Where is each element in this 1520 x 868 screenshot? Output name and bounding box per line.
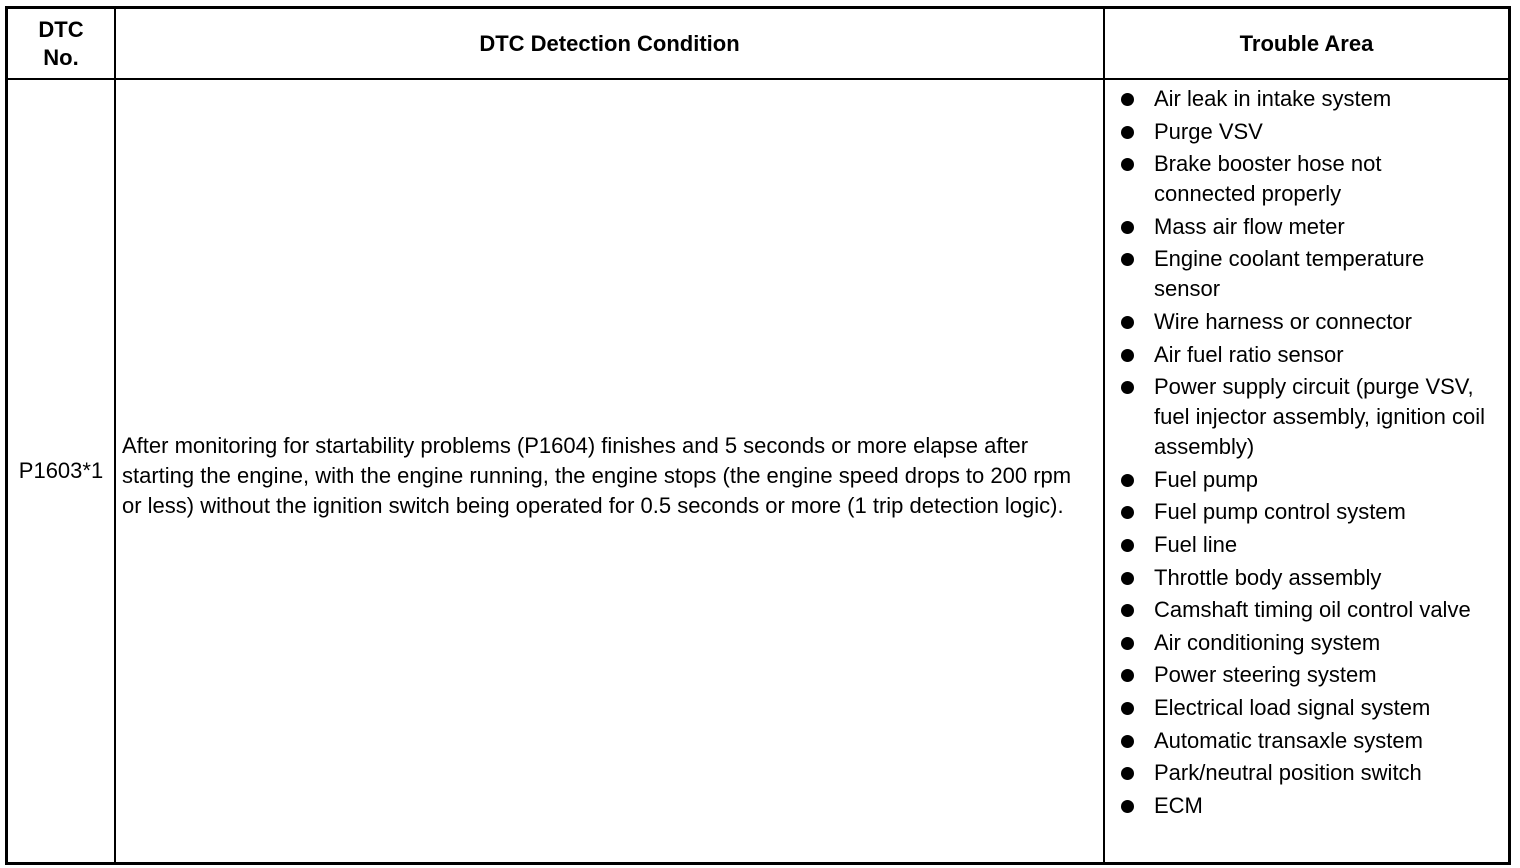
trouble-area-label: Mass air flow meter — [1154, 213, 1345, 239]
trouble-area-item — [1118, 465, 1488, 495]
trouble-area-item — [1118, 628, 1488, 658]
trouble-area-item — [1118, 726, 1488, 756]
trouble-area-label: Brake booster hose not connected properly — [1154, 151, 1382, 207]
trouble-area-item — [1118, 372, 1488, 462]
trouble-area-label: Throttle body assembly — [1154, 564, 1382, 590]
trouble-area-item — [1118, 693, 1488, 723]
trouble-area-label: Air leak in intake system — [1154, 86, 1392, 111]
column-divider — [1103, 9, 1105, 862]
bullet-icon — [1121, 381, 1134, 394]
bullet-icon — [1121, 539, 1134, 552]
trouble-area-item — [1118, 530, 1488, 560]
trouble-area-label: Fuel pump control system — [1154, 499, 1406, 525]
trouble-area-item — [1118, 212, 1488, 242]
header-detection-condition: DTC Detection Condition — [479, 30, 740, 56]
bullet-icon — [1121, 767, 1134, 780]
bullet-icon — [1121, 221, 1134, 234]
trouble-area-item — [1118, 117, 1488, 147]
bullet-icon — [1121, 604, 1134, 617]
trouble-area-label: ECM — [1154, 792, 1203, 818]
trouble-area-item — [1118, 340, 1488, 370]
trouble-area-label: Electrical load signal system — [1154, 694, 1431, 720]
bullet-icon — [1121, 158, 1134, 171]
trouble-area-list — [1118, 84, 1488, 823]
trouble-area-item — [1118, 244, 1488, 304]
trouble-area-label: Wire harness or connector — [1154, 308, 1412, 334]
trouble-area-label: Engine coolant temperature sensor — [1154, 246, 1425, 302]
dtc-code: P1603*1 — [18, 458, 104, 483]
bullet-icon — [1121, 474, 1134, 487]
bullet-icon — [1121, 93, 1134, 106]
bullet-icon — [1121, 702, 1134, 715]
trouble-area-item — [1118, 758, 1488, 788]
trouble-area-label: Fuel line — [1154, 531, 1238, 557]
trouble-area-label: Camshaft timing oil control valve — [1154, 597, 1471, 623]
trouble-area-label: Air conditioning system — [1154, 629, 1381, 655]
bullet-icon — [1121, 316, 1134, 329]
trouble-area-item — [1118, 497, 1488, 527]
bullet-icon — [1121, 253, 1134, 266]
trouble-area-label: Fuel pump — [1154, 466, 1258, 492]
bullet-icon — [1121, 735, 1134, 748]
trouble-area-item — [1118, 563, 1488, 593]
trouble-area-item — [1118, 307, 1488, 337]
detection-condition-text: After monitoring for startability problems (P1604) finishes and 5 seconds or more elapse after starting the engine, with the engine running, the engine stops (the engine speed drops to 200 rpm or less) without the ignition switch being operated for 0.5 seconds or more (1 trip detection logic). — [122, 433, 1072, 518]
trouble-area-item — [1118, 660, 1488, 690]
trouble-area-label: Park/neutral position switch — [1154, 760, 1422, 786]
bullet-icon — [1121, 572, 1134, 585]
header-dtc-no: DTC No. — [38, 16, 84, 70]
bullet-icon — [1121, 669, 1134, 682]
trouble-area-label: Automatic transaxle system — [1154, 727, 1423, 753]
trouble-area-label: Power steering system — [1154, 662, 1377, 688]
trouble-area-label: Purge VSV — [1154, 118, 1263, 144]
bullet-icon — [1121, 637, 1134, 650]
bullet-icon — [1121, 800, 1134, 813]
header-trouble-area: Trouble Area — [1239, 30, 1374, 56]
trouble-area-item — [1118, 84, 1488, 114]
bullet-icon — [1121, 349, 1134, 362]
trouble-area-label: Air fuel ratio sensor — [1154, 341, 1344, 367]
trouble-area-label: Power supply circuit (purge VSV, fuel injector assembly, ignition coil assembly) — [1154, 374, 1485, 460]
trouble-area-item — [1118, 149, 1488, 209]
bullet-icon — [1121, 126, 1134, 139]
trouble-area-item — [1118, 595, 1488, 625]
bullet-icon — [1121, 506, 1134, 519]
trouble-area-item — [1118, 791, 1488, 821]
